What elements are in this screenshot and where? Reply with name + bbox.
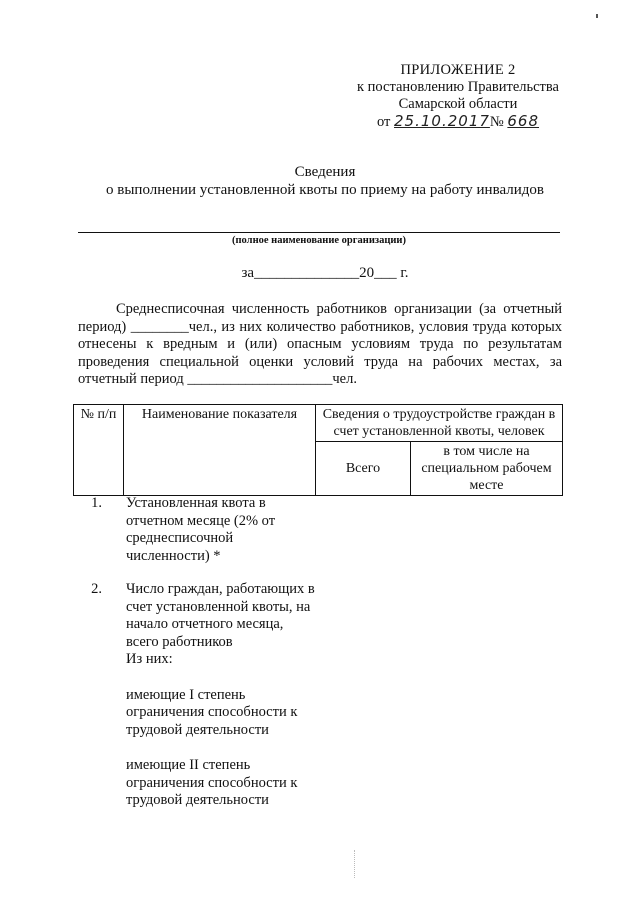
header-info: Сведения о трудоустройстве граждан в счет установленной квоты, человек [316,405,563,442]
headcount-paragraph: Среднесписочная численность работников организации (за отчетный период) ________чел., из них количество работников, условия труда которых отнесены к вредным и (или) опасным условиям труда по результатам проведения специальной оценки условий труда на рабочих местах, за отчетный период ____________________чел. [78,301,562,387]
degree-1-item: имеющие I степень ограничения способности к трудовой деятельности [126,686,298,738]
row-text [120,581,316,669]
organization-name-line [78,232,560,233]
scan-artifact-line [354,850,356,878]
heading-line-2: о выполнении установленной квоты по приему на работу инвалидов [106,182,544,198]
row-text-main: Число граждан, работающих в счет установленной квоты, на начало отчетного месяца, всего работников [126,581,315,650]
header-name: Наименование показателя [124,405,316,496]
period-label: за [241,265,255,281]
heading-line-1: Сведения [294,164,356,180]
number-label: № [489,114,504,130]
document-heading [60,163,590,199]
year-suffix: г. [400,265,409,281]
header-num: № п/п [74,405,124,496]
row-number: 1. [91,495,102,511]
row-number: 2. [91,581,102,597]
appendix-line-2: Самарской области [398,96,518,112]
header-special: в том числе на специальном рабочем месте [411,442,563,496]
appendix-block [352,62,564,131]
year-blank: ___ [374,265,397,281]
organization-caption: (полное наименование организации) [232,235,406,246]
quota-table-header [73,404,563,496]
appendix-line-1: к постановлению Правительства [357,79,559,95]
degree-2-item: имеющие II степень ограничения способности к трудовой деятельности [126,757,298,808]
of-them-label: Из них: [126,651,173,667]
period-blank: ______________ [254,265,360,281]
year-prefix: 20 [359,265,375,281]
table-row [73,581,373,669]
handwritten-number: 668 [507,112,540,130]
scan-mark [596,14,598,18]
row-text: Установленная квота в отчетном месяце (2% от среднесписочной численности) * [126,495,276,564]
appendix-date-line [352,113,564,131]
header-total: Всего [316,442,411,496]
table-rows [73,495,373,810]
handwritten-date: 25.10.2017 [394,112,490,130]
period-line [200,265,450,282]
from-label: от [376,114,391,130]
appendix-title: ПРИЛОЖЕНИЕ 2 [400,62,516,78]
table-row [73,495,373,565]
